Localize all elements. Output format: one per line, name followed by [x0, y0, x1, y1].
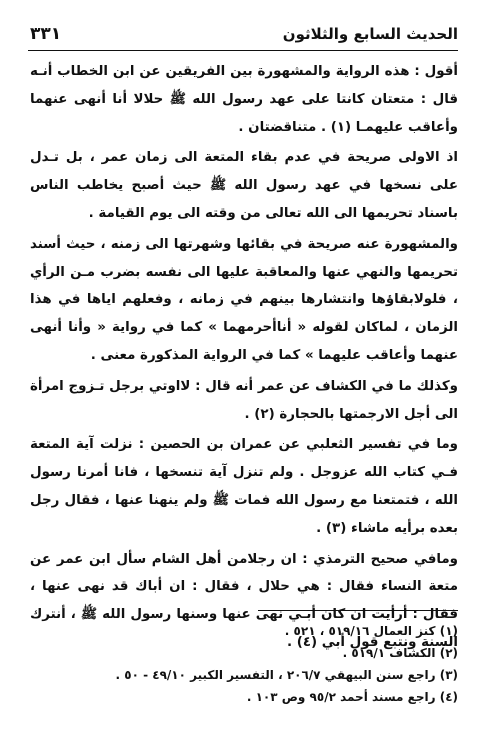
footnote: (٤) راجع مسند أحمد ٩٥/٢ وص ١٠٣ .	[246, 690, 458, 704]
running-title: الحديث السابع والثلاثون	[282, 25, 458, 43]
paragraph: ومافي صحيح الترمذي : ان رجلامن أهل الشام سأل ابن عمر عن متعة النساء فقال : هي حلال ، فقال : ان أباك قد نهى عنها ، فقال : أرأيت ان كان أبـي نهى عنها وسنها رسول الله ﷺ ، أنترك السنة ونتبع قول أبي (٤) .	[30, 551, 458, 650]
header-divider	[28, 50, 458, 51]
paragraph: وكذلك ما في الكشاف عن عمر أنه قال : لااوتي برجل تـزوج امرأة الى أجل الارجمتها بالحجارة (٢) .	[30, 378, 458, 422]
body-text	[30, 58, 458, 660]
footnote: (١) كنز العمال ٥١٩/١٦ ، ٥٢١ .	[284, 624, 458, 638]
footnotes	[28, 620, 458, 708]
paragraph: اذ الاولى صريحة في عدم بقاء المتعة الى زمان عمر ، بل تـدل على نسخها في عهد رسول الله ﷺ حيث أصبح يخاطب الناس باسناد تحريمها الى الله تعالى من وقته الى يوم القيامة .	[30, 150, 458, 221]
paragraph: أقول : هذه الرواية والمشهورة بين الفريقين عن ابن الخطاب أنـه قال : متعتان كانتا على عهد رسول الله ﷺ حلالا أنا أنهى عنهما وأعاقب عليهمـا (١) . متناقضتان .	[30, 64, 458, 135]
page-number: ٣٣١	[30, 24, 62, 44]
footnote: (٢) الكشاف ٥١٩/١ .	[342, 646, 458, 660]
footnote: (٣) راجع سنن البيهقي ٢٠٦/٧ ، التفسير الكبير ٤٩/١٠ - ٥٠ .	[115, 668, 458, 682]
paragraph: وما في تفسير الثعلبي عن عمران بن الحصين : نزلت آية المتعة فـي كتاب الله عزوجل . ولم تنزل آية تنسخها ، فانا أمرنا رسول الله ، فتمتعنا مع رسول الله فمات ﷺ ولم ينهنا عنها ، فقال رجل بعده برأيه ماشاء (٣) .	[30, 437, 458, 536]
page-header	[30, 20, 458, 48]
footnote-divider	[258, 610, 458, 611]
paragraph: والمشهورة عنه صريحة في بقائها وشهرتها الى زمنه ، حيث أسند تحريمها والنهي عنها والمعاقبة عليها الى نفسه بضرب مـن الرأي ، فلولابقاؤها وانتشارها بينهم في زمانه ، وفعلهم اياها في هذا الزمان ، لماكان لقوله « أناأحرمهما » كما في رواية « وأنا أنهى عنهما وأعاقب عليهما » كما في الرواية المذكورة معنى .	[30, 236, 458, 363]
